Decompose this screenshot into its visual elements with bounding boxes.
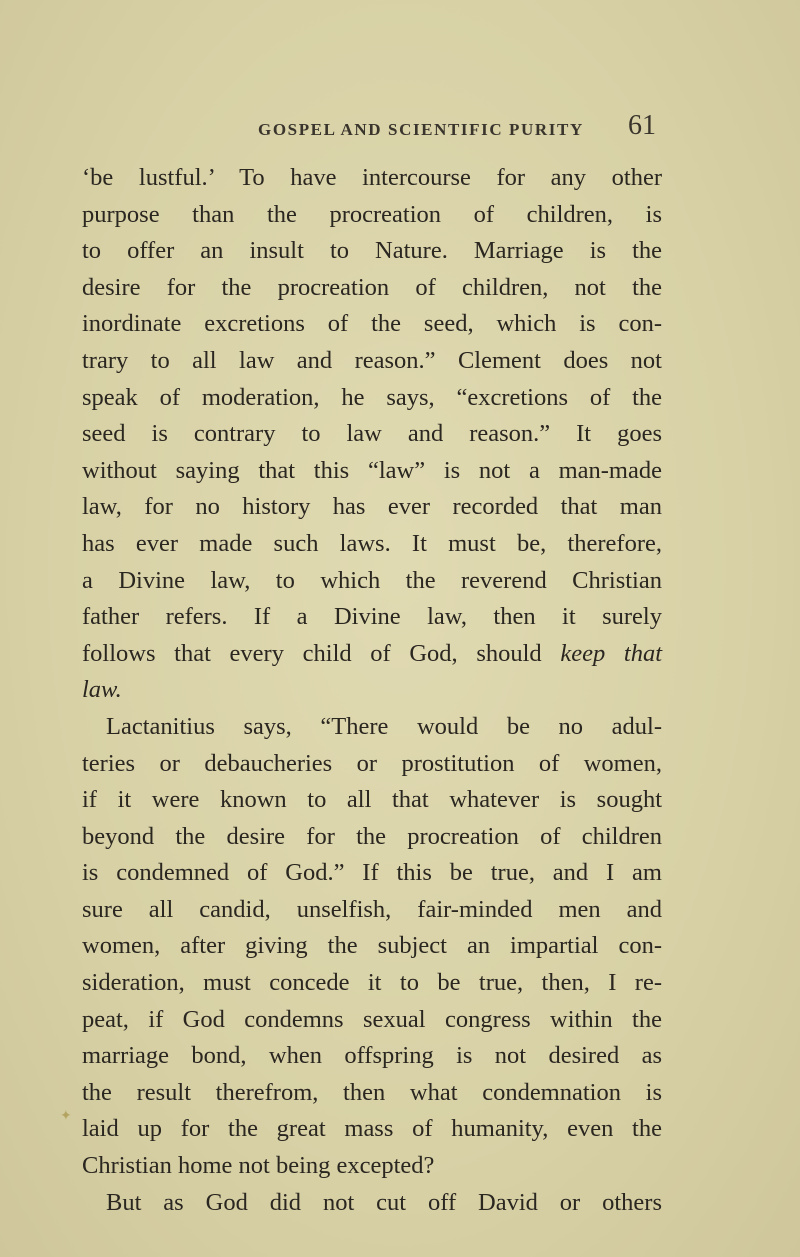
text-line: without saying that this “law” is not a man-made — [82, 456, 662, 484]
paragraph-start-line: But as God did not cut off David or others — [106, 1188, 662, 1216]
paper-stain-mark: ✦ — [60, 1109, 72, 1124]
text-line: is condemned of God.” If this be true, and I am — [82, 859, 662, 887]
text-line: sideration, must concede it to be true, then, I re- — [82, 969, 662, 997]
text-line: women, after giving the subject an impartial con- — [82, 932, 662, 960]
text-line — [82, 672, 662, 709]
text-line: to offer an insult to Nature. Marriage is the — [82, 237, 662, 265]
running-title: GOSPEL AND SCIENTIFIC PURITY — [258, 120, 584, 139]
text-span: follows that every child of God, should — [82, 639, 542, 667]
text-line: teries or debaucheries or prostitution of women, — [82, 749, 662, 777]
text-line: laid up for the great mass of humanity, even the — [82, 1115, 662, 1143]
text-line: purpose than the procreation of children, is — [82, 200, 662, 228]
text-line: marriage bond, when offspring is not desired as — [82, 1042, 662, 1070]
text-line: speak of moderation, he says, “excretions of the — [82, 383, 662, 411]
text-line: law, for no history has ever recorded that man — [82, 493, 662, 521]
text-line: the result therefrom, then what condemnation is — [82, 1078, 662, 1106]
text-line-with-italic — [82, 636, 662, 673]
page-number: 61 — [628, 110, 656, 141]
text-line: sure all candid, unselfish, fair-minded men and — [82, 895, 662, 923]
text-line: has ever made such laws. It must be, therefore, — [82, 529, 662, 557]
text-line: a Divine law, to which the reverend Christian — [82, 566, 662, 594]
text-line: trary to all law and reason.” Clement does not — [82, 346, 662, 374]
text-line: beyond the desire for the procreation of children — [82, 822, 662, 850]
text-line: desire for the procreation of children, not the — [82, 273, 662, 301]
paragraph-start-line: Lactanitius says, “There would be no adul- — [106, 712, 662, 740]
text-line: inordinate excretions of the seed, which is con- — [82, 310, 662, 338]
running-head — [0, 110, 800, 150]
text-line: Christian home not being excepted? — [82, 1152, 435, 1180]
text-line: ‘be lustful.’ To have intercourse for any other — [82, 164, 662, 191]
text-line: father refers. If a Divine law, then it surely — [82, 603, 662, 631]
italic-span: keep that — [560, 639, 663, 667]
text-line: seed is contrary to law and reason.” It goes — [82, 420, 662, 448]
text-line: peat, if God condemns sexual congress within the — [82, 1005, 662, 1033]
italic-span: law. — [82, 676, 122, 704]
body-text — [82, 160, 662, 1221]
text-line: if it were known to all that whatever is sought — [82, 786, 662, 814]
